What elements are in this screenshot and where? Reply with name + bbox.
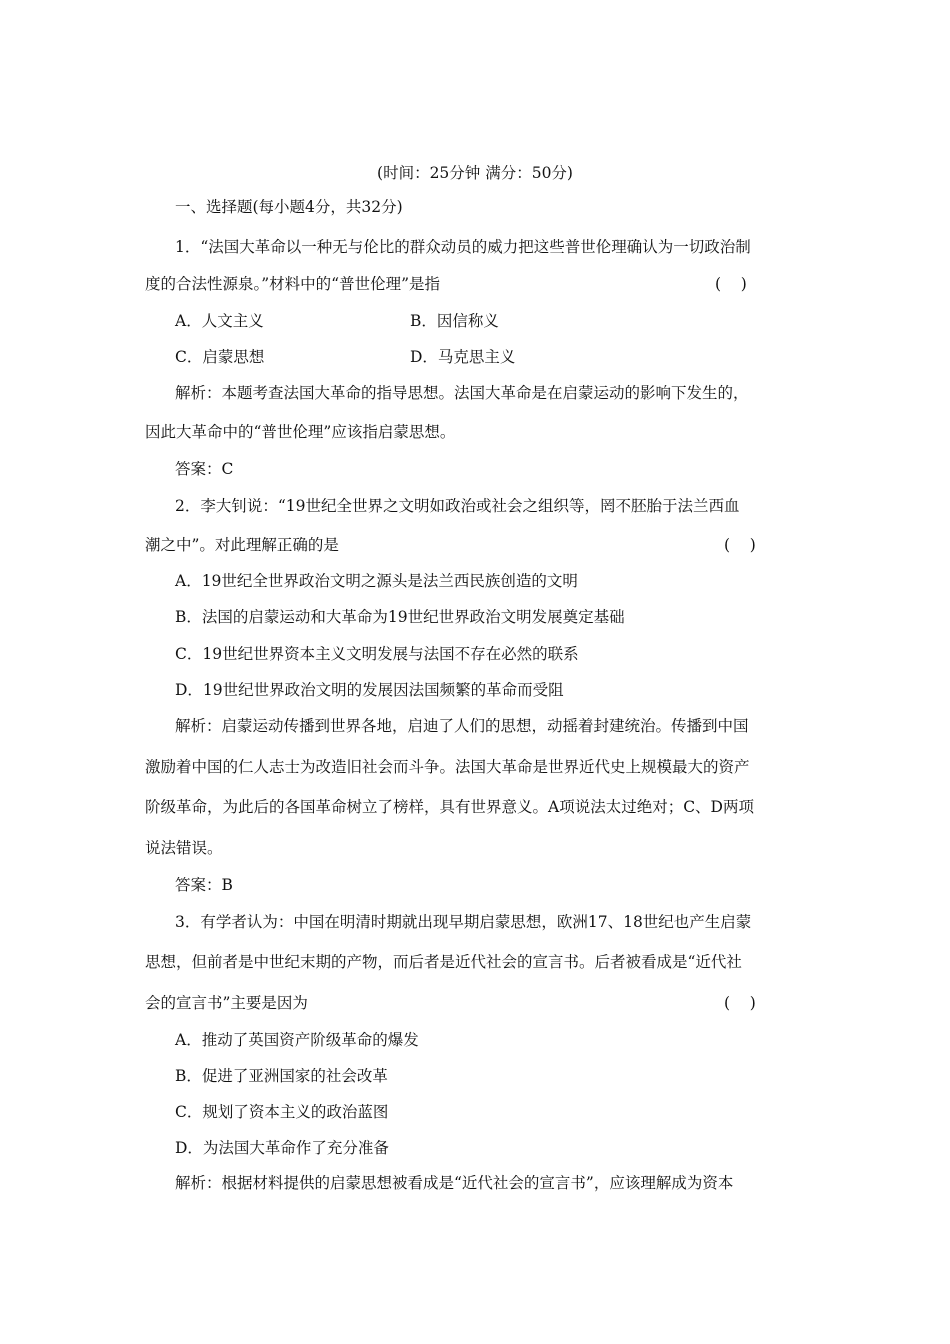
q3-option-d: D．为法国大革命作了充分准备 [175,1139,389,1157]
q1-option-c: C．启蒙思想 [175,348,265,366]
q2-analysis-line3: 阶级革命，为此后的各国革命树立了榜样，具有世界意义。A项说法太过绝对；C、D两项 [145,798,754,816]
q2-option-c: C．19世纪世界资本主义文明发展与法国不存在必然的联系 [175,645,579,663]
q1-stem-line2: 度的合法性源泉。”材料中的“普世伦理”是指 [145,275,441,293]
q3-stem-line2: 思想，但前者是中世纪末期的产物，而后者是近代社会的宣言书。后者被看成是“近代社 [145,953,742,971]
q2-option-d: D．19世纪世界政治文明的发展因法国频繁的革命而受阻 [175,681,564,699]
q1-option-d: D．马克思主义 [410,348,516,366]
q2-stem-line2: 潮之中”。对此理解正确的是 [145,536,339,554]
q1-analysis-line1: 解析：本题考查法国大革命的指导思想。法国大革命是在启蒙运动的影响下发生的， [175,384,749,402]
q3-option-c: C．规划了资本主义的政治蓝图 [175,1103,389,1121]
header-time-score: (时间：25分钟 满分：50分) [377,164,573,182]
q2-option-b: B．法国的启蒙运动和大革命为19世纪世界政治文明发展奠定基础 [175,608,625,626]
q1-option-b: B．因信称义 [410,312,499,330]
q2-analysis-line4: 说法错误。 [145,839,223,857]
q3-analysis-line1: 解析：根据材料提供的启蒙思想被看成是“近代社会的宣言书”，应该理解成为资本 [175,1174,734,1192]
q3-answer-paren: ( ) [724,994,756,1012]
q2-stem-line1: 2．李大钊说：“19世纪全世界之文明如政治或社会之组织等，罔不胚胎于法兰西血 [175,497,740,515]
q1-stem-line1: 1．“法国大革命以一种无与伦比的群众动员的威力把这些普世伦理确认为一切政治制 [175,238,751,256]
q1-option-a: A．人文主义 [175,312,264,330]
q2-option-a: A．19世纪全世界政治文明之源头是法兰西民族创造的文明 [175,572,578,590]
q3-option-a: A．推动了英国资产阶级革命的爆发 [175,1031,419,1049]
q2-analysis-line2: 激励着中国的仁人志士为改造旧社会而斗争。法国大革命是世界近代史上规模最大的资产 [145,758,750,776]
q3-stem-line1: 3．有学者认为：中国在明清时期就出现早期启蒙思想，欧洲17、18世纪也产生启蒙 [175,913,752,931]
section-title: 一、选择题(每小题4分，共32分) [175,198,403,216]
q1-answer-paren: ( ) [715,275,747,293]
q2-analysis-line1: 解析：启蒙运动传播到世界各地，启迪了人们的思想，动摇着封建统治。传播到中国 [175,717,749,735]
q2-answer-paren: ( ) [724,536,756,554]
q1-answer: 答案：C [175,460,234,478]
q3-stem-line3: 会的宣言书”主要是因为 [145,994,308,1012]
q1-analysis-line2: 因此大革命中的“普世伦理”应该指启蒙思想。 [145,423,456,441]
q3-option-b: B．促进了亚洲国家的社会改革 [175,1067,388,1085]
q2-answer: 答案：B [175,876,233,894]
